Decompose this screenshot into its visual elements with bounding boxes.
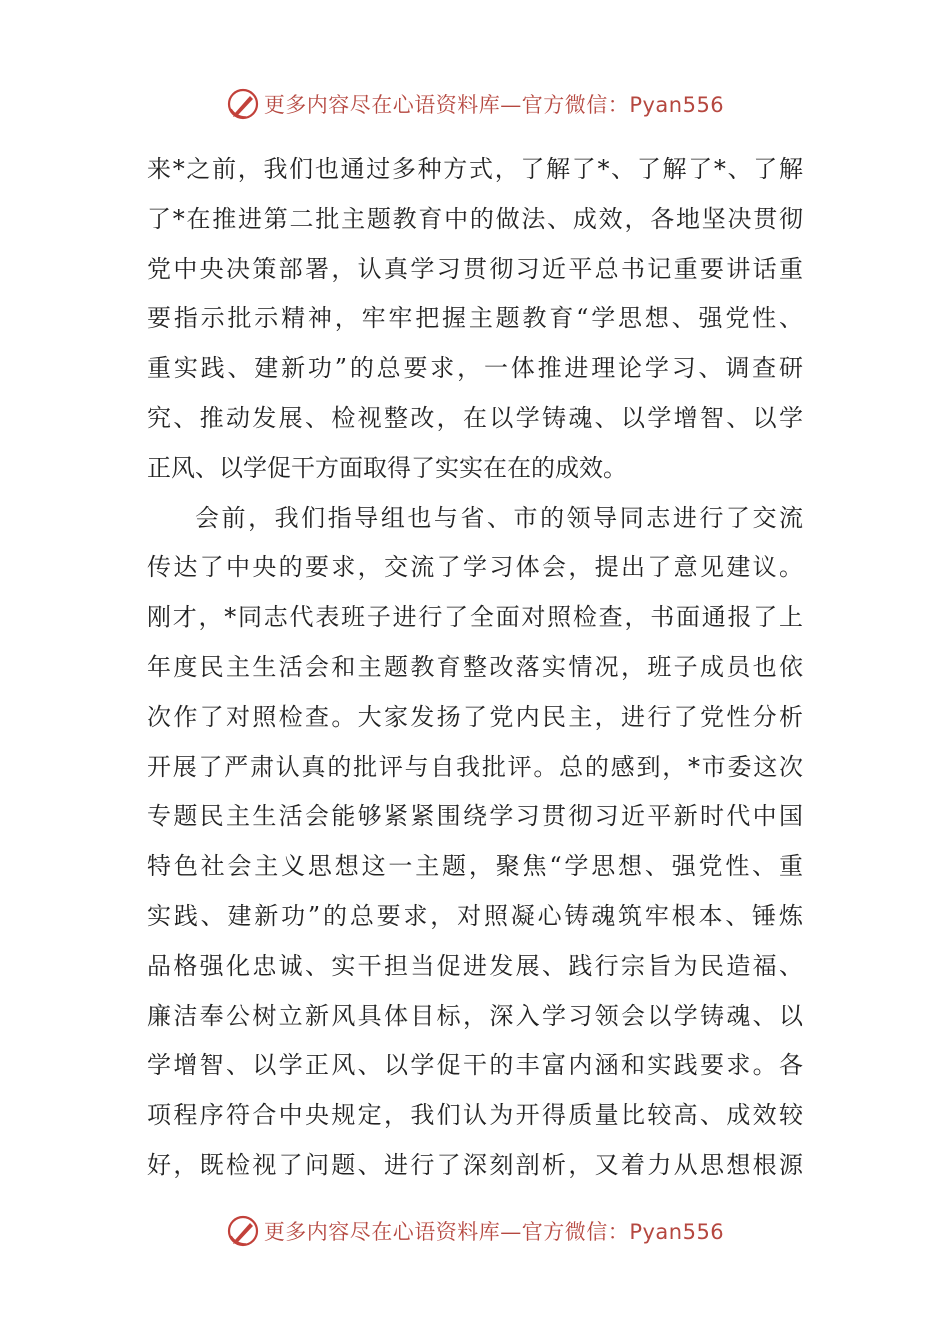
banner-text [264, 89, 724, 119]
text-line: 党中央决策部署，认真学习贯彻习近平总书记重要讲话重 [147, 254, 803, 283]
header-watermark-banner [0, 84, 950, 124]
text-line: 传达了中央的要求，交流了学习体会，提出了意见建议。 [147, 553, 803, 582]
text-line: 重实践、建新功”的总要求，一体推进理论学习、调查研 [147, 354, 803, 383]
text-line: 实践、建新功”的总要求，对照凝心铸魂筑牢根本、锤炼 [147, 901, 803, 930]
text-line: 专题民主生活会能够紧紧围绕学习贯彻习近平新时代中国 [147, 802, 803, 831]
text-line: 要指示批示精神，牢牢把握主题教育“学思想、强党性、 [147, 304, 803, 333]
text-line: 品格强化忠诚、实干担当促进发展、践行宗旨为民造福、 [147, 951, 803, 980]
text-line: 会前，我们指导组也与省、市的领导同志进行了交流 [195, 503, 803, 532]
text-line: 正风、以学促干方面取得了实实在在的成效。 [147, 453, 627, 482]
banner-wechat-id: Pyan556 [629, 93, 725, 117]
banner-wechat-id: Pyan556 [629, 1220, 725, 1244]
text-line: 廉洁奉公树立新风具体目标，深入学习领会以学铸魂、以 [147, 1001, 803, 1030]
banner-site-text: 更多内容尽在心语资料库—官方微信： [263, 1220, 630, 1244]
text-line: 了*在推进第二批主题教育中的做法、成效，各地坚决贯彻 [147, 204, 803, 233]
footer-watermark-banner [0, 1211, 950, 1251]
text-line: 次作了对照检查。大家发扬了党内民主，进行了党性分析 [147, 702, 803, 731]
text-line: 开展了严肃认真的批评与自我批评。总的感到，*市委这次 [147, 752, 803, 781]
text-line: 特色社会主义思想这一主题，聚焦“学思想、强党性、重 [147, 852, 803, 881]
banner-text [264, 1216, 724, 1246]
document-body [147, 145, 803, 1191]
paragraph [147, 145, 803, 494]
text-line: 刚才，*同志代表班子进行了全面对照检查，书面通报了上 [147, 603, 803, 632]
paragraph [147, 494, 803, 1191]
pen-circle-logo-icon [226, 87, 260, 121]
banner-site-text: 更多内容尽在心语资料库—官方微信： [263, 93, 630, 117]
text-line: 好，既检视了问题、进行了深刻剖析，又着力从思想根源 [147, 1150, 803, 1179]
text-line: 年度民主生活会和主题教育整改落实情况，班子成员也依 [147, 652, 803, 681]
text-line: 究、推动发展、检视整改，在以学铸魂、以学增智、以学 [147, 403, 803, 432]
pen-circle-logo-icon [226, 1214, 260, 1248]
text-line: 学增智、以学正风、以学促干的丰富内涵和实践要求。各 [147, 1051, 803, 1080]
text-line: 项程序符合中央规定，我们认为开得质量比较高、成效较 [147, 1101, 803, 1130]
text-line: 来*之前，我们也通过多种方式，了解了*、了解了*、了解 [147, 155, 803, 183]
